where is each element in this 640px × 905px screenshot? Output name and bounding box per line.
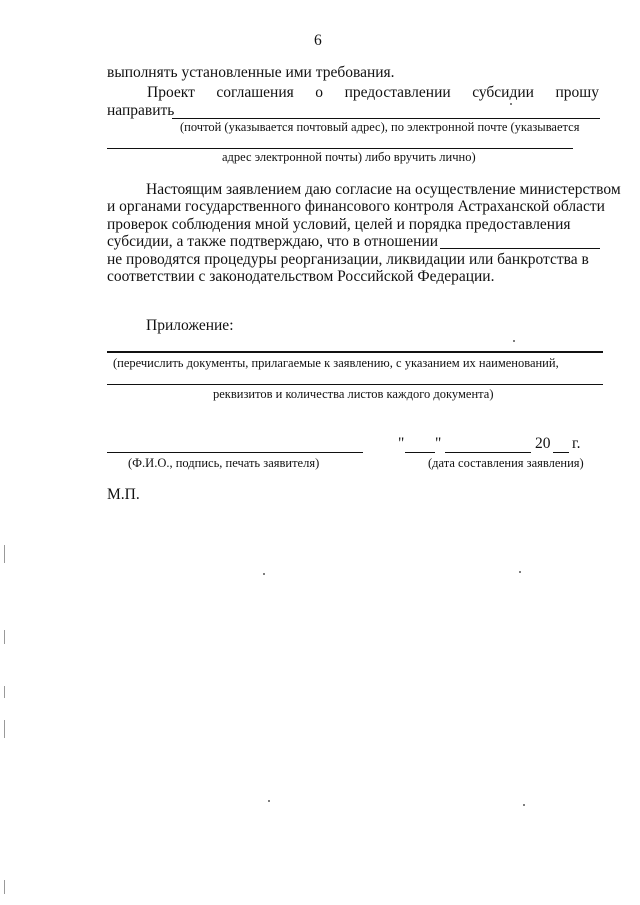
paragraph-2-line-2: и органами государственного финансового контроля Астраханской области [107,198,605,215]
attachment-caption-2: реквизитов и количества листов каждого документа) [213,387,494,401]
organization-fill-line[interactable] [440,248,600,249]
paragraph-2-line-1: Настоящим заявлением даю согласие на осуществление министерством [146,181,621,198]
address-fill-line[interactable] [172,118,600,119]
scan-dot [268,800,270,802]
scan-edge-mark [4,545,5,563]
scan-dot [263,573,265,575]
page-number: 6 [314,32,322,49]
date-quote-open: " [398,435,405,452]
word: субсидии [472,84,534,101]
word: Проект [147,84,195,101]
scan-dot [513,340,515,342]
scan-edge-mark [4,630,5,644]
date-year-suffix: г. [572,435,581,452]
attachment-label: Приложение: [146,317,234,334]
word: прошу [555,84,599,101]
date-year-prefix: 20 [535,435,551,452]
scan-edge-mark [4,720,5,738]
scan-dot [510,103,512,105]
attachment-fill-line-2[interactable] [107,384,603,385]
date-caption: (дата составления заявления) [428,456,584,470]
address-fill-line-2[interactable] [107,148,573,149]
stamp-label: М.П. [107,486,140,503]
date-year-line[interactable] [553,452,569,453]
paragraph-2-line-5: не проводятся процедуры реорганизации, ликвидации или банкротства в [107,251,589,268]
paragraph-2-line-6: соответствии с законодательством Российской Федерации. [107,268,495,285]
attachment-caption-1: (перечислить документы, прилагаемые к заявлению, с указанием их наименований, [113,356,559,370]
paragraph-2-line-3: проверок соблюдения мной условий, целей и порядка предоставления [107,216,571,233]
text-line-3: направить [107,102,175,119]
word: предоставлении [344,84,451,101]
scan-edge-mark [4,686,5,698]
date-quote-close: " [435,435,442,452]
date-day-line[interactable] [405,452,435,453]
signature-fill-line[interactable] [107,452,363,453]
word: соглашения [216,84,294,101]
scan-dot [519,571,521,573]
text-line-2 [147,84,599,102]
paragraph-2-line-4: субсидии, а также подтверждаю, что в отношении [107,233,439,250]
caption-address-2: адрес электронной почты) либо вручить лично) [222,150,476,164]
signature-caption: (Ф.И.О., подпись, печать заявителя) [128,456,320,470]
caption-address-1: (почтой (указывается почтовый адрес), по электронной почте (указывается [180,120,580,134]
word: о [315,84,324,101]
scan-edge-mark [4,880,5,894]
scan-dot [523,804,525,806]
attachment-fill-line[interactable] [107,351,603,353]
date-month-line[interactable] [445,452,531,453]
text-line-1: выполнять установленные ими требования. [107,64,395,81]
